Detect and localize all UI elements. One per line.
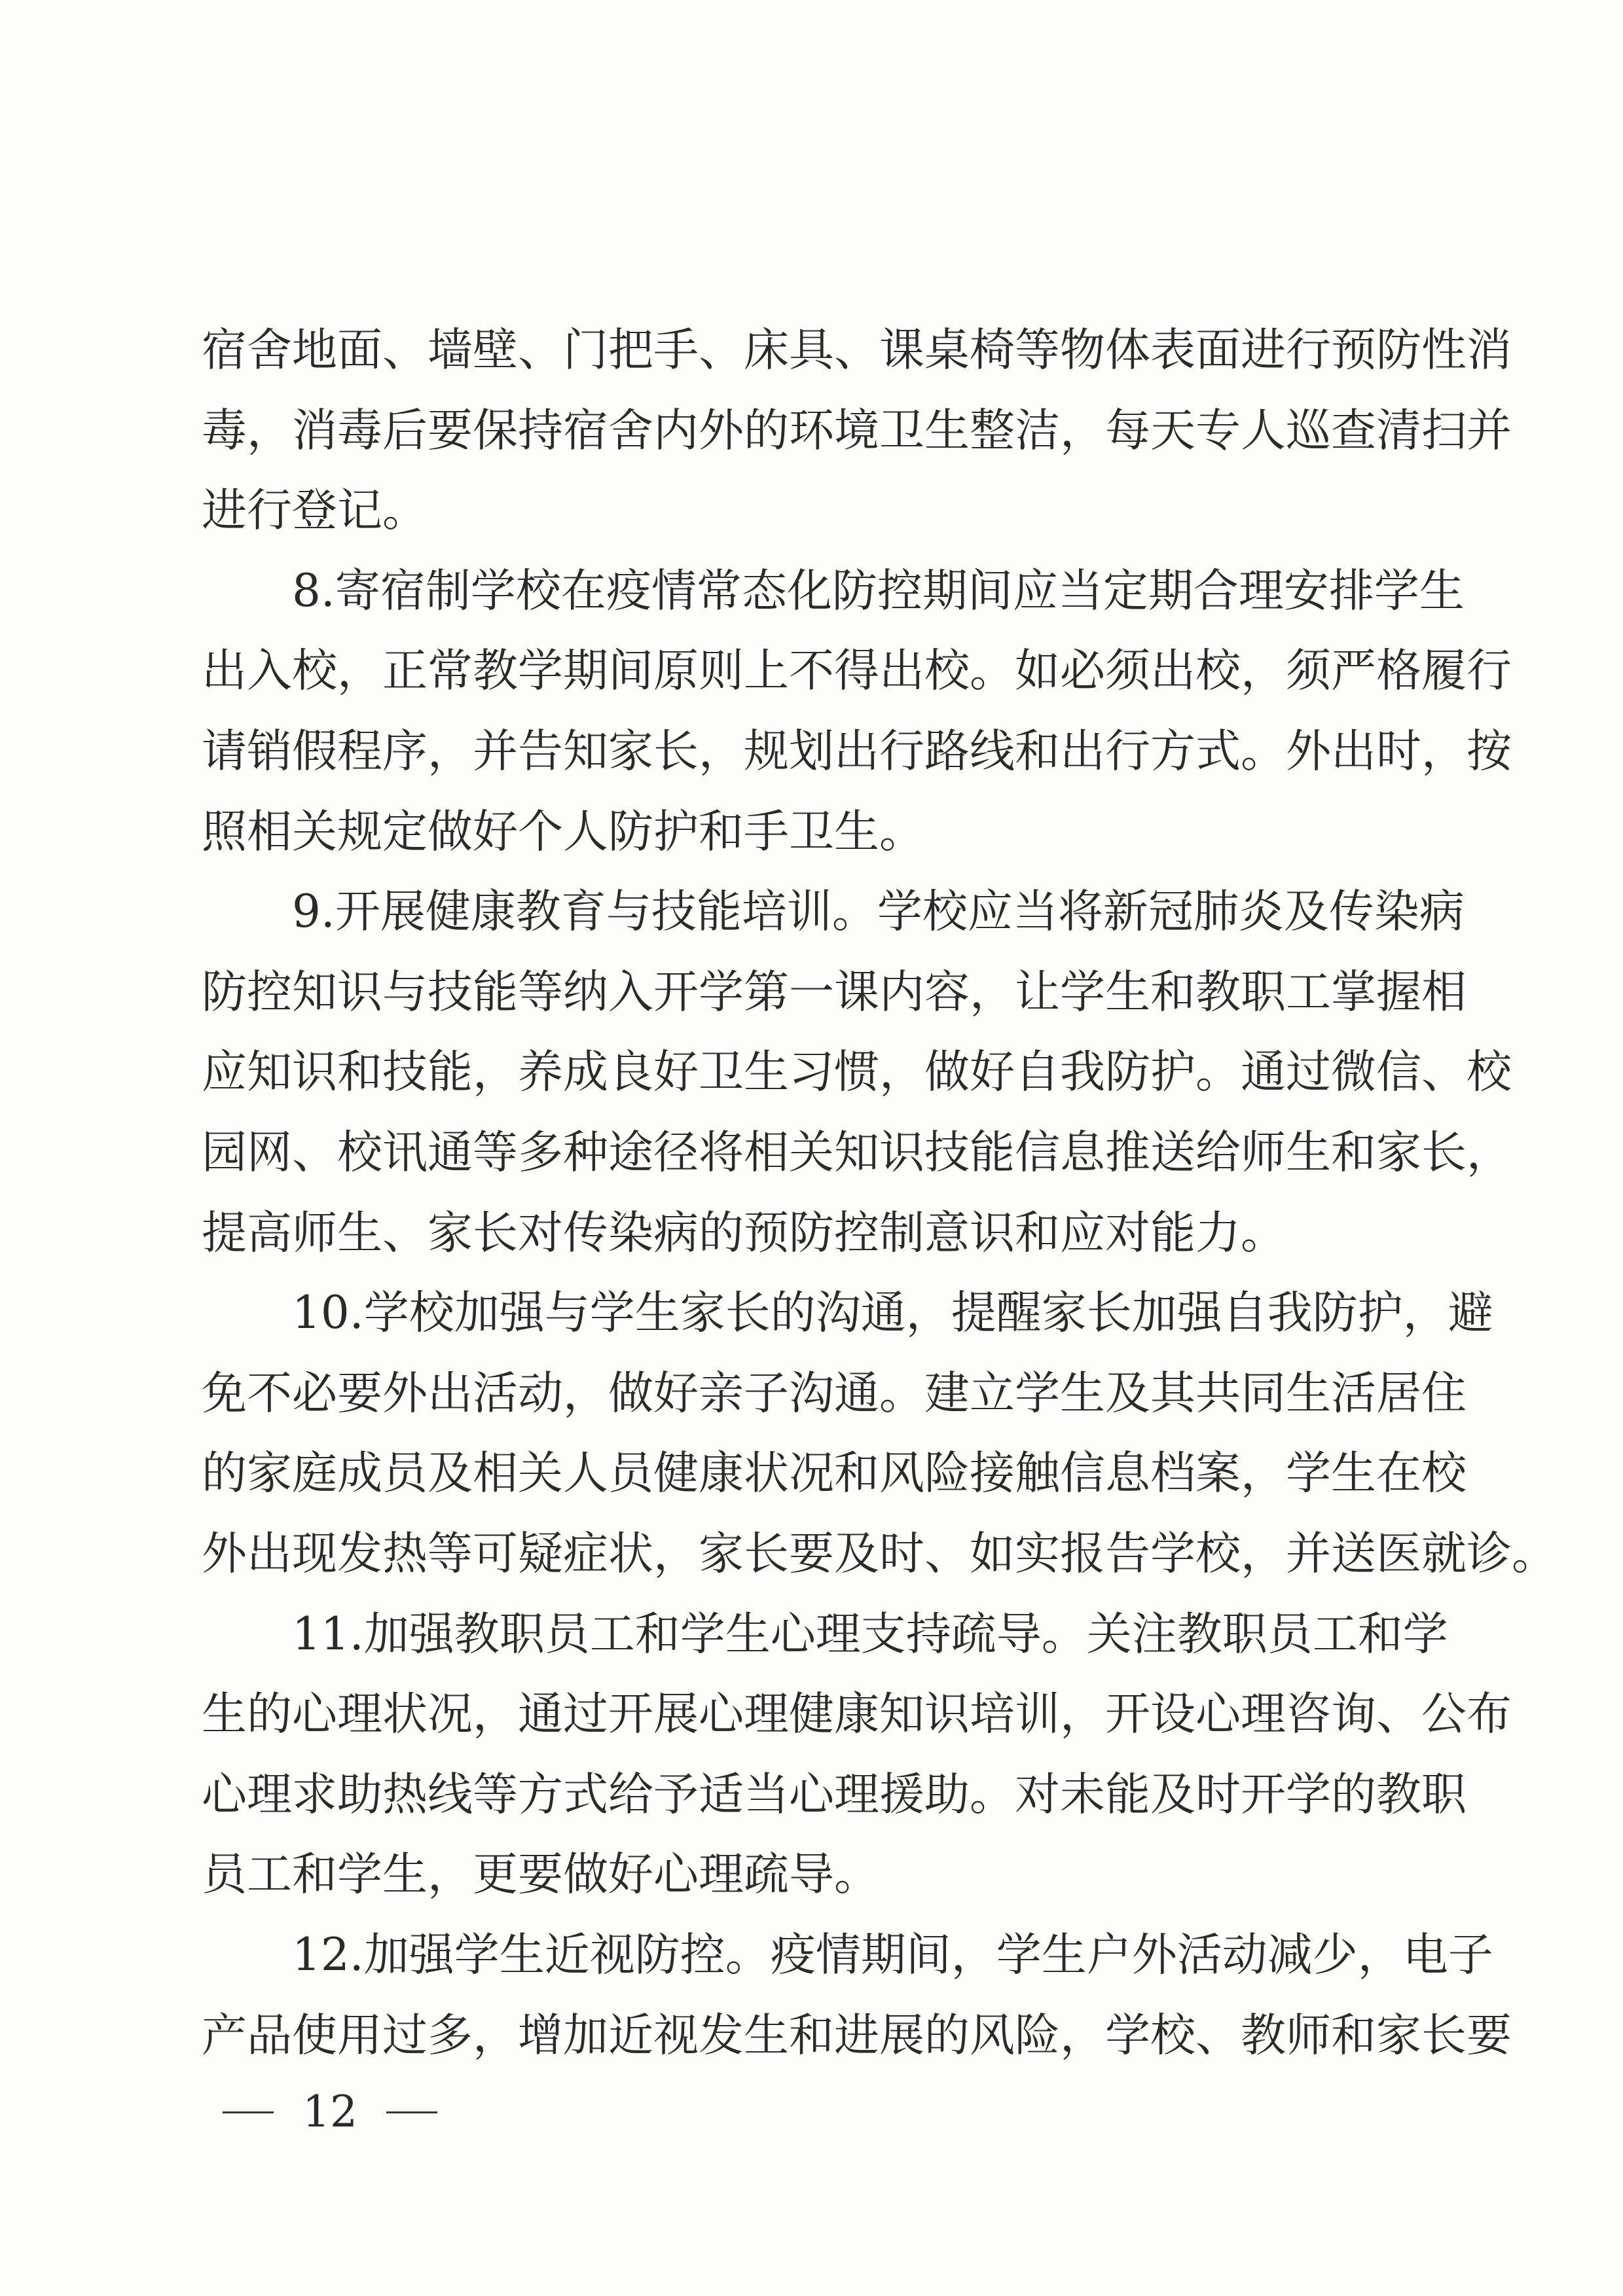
paragraph-first-line: 11. 加 强 教 职 员 工 和 学 生 心 理 支 持 疏 导 。 关 注 教 职 员 工 和 学: [292, 1607, 1448, 1660]
text-line: 应 知 识 和 技 能 ， 养 成 良 好 卫 生 习 惯 ， 做 好 自 我 防 护 。 通 过 微 信 、 校: [202, 1046, 1512, 1099]
text-line: 的 家 庭 成 员 及 相 关 人 员 健 康 状 况 和 风 险 接 触 信 息 档 案 ， 学 生 在 校: [202, 1447, 1467, 1500]
page-footer: [223, 2076, 445, 2148]
text-line: 园 网 、 校 讯 通 等 多 种 途 径 将 相 关 知 识 技 能 信 息 推 送 给 师 生 和 家 长 ，: [202, 1126, 1512, 1179]
text-line: 请 销 假 程 序 ， 并 告 知 家 长 ， 规 划 出 行 路 线 和 出 行 方 式 。 外 出 时 ， 按: [202, 725, 1512, 778]
text-line: 防 控 知 识 与 技 能 等 纳 入 开 学 第 一 课 内 容 ， 让 学 生 和 教 职 工 掌 握 相: [202, 965, 1467, 1018]
page-number: 12: [302, 2087, 357, 2137]
text-line: 进行登记。: [202, 484, 428, 537]
paragraph-first-line: 8. 寄 宿 制 学 校 在 疫 情 常 态 化 防 控 期 间 应 当 定 期 合 理 安 排 学 生: [292, 564, 1465, 617]
paragraph-first-line: 12. 加 强 学 生 近 视 防 控 。 疫 情 期 间 ， 学 生 户 外 活 动 减 少 ， 电 子: [292, 1929, 1493, 1981]
text-line: 心 理 求 助 热 线 等 方 式 给 予 适 当 心 理 援 助 。 对 未 能 及 时 开 学 的 教 职: [202, 1768, 1467, 1821]
paragraph-first-line: 10. 学 校 加 强 与 学 生 家 长 的 沟 通 ， 提 醒 家 长 加 强 自 我 防 护 ， 避: [292, 1287, 1493, 1340]
text-line: 照相关规定做好个人防护和手卫生。: [202, 805, 924, 858]
text-line: 毒 ， 消 毒 后 要 保 持 宿 舍 内 外 的 环 境 卫 生 整 洁 ， 每 天 专 人 巡 查 清 扫 并: [202, 404, 1512, 457]
text-line: 生 的 心 理 状 况 ， 通 过 开 展 心 理 健 康 知 识 培 训 ， 开 设 心 理 咨 询 、 公 布: [202, 1688, 1512, 1741]
text-line: 提高师生、家长对传染病的预防控制意识和应对能力。: [202, 1206, 1286, 1259]
text-line: 产 品 使 用 过 多 ， 增 加 近 视 发 生 和 进 展 的 风 险 ， 学 校 、 教 师 和 家 长 要: [202, 2009, 1512, 2062]
page-number-right-dash: [386, 2111, 437, 2113]
text-line: 外 出 现 发 热 等 可 疑 症 状 ， 家 长 要 及 时 、 如 实 报 告 学 校 ， 并 送 医 就 诊 。: [202, 1528, 1557, 1580]
text-line: 出 入 校 ， 正 常 教 学 期 间 原 则 上 不 得 出 校 。 如 必 须 出 校 ， 须 严 格 履 行: [202, 645, 1512, 698]
text-line: 宿 舍 地 面 、 墙 壁 、 门 把 手 、 床 具 、 课 桌 椅 等 物 体 表 面 进 行 预 防 性 消: [202, 324, 1512, 376]
paragraph-first-line: 9. 开 展 健 康 教 育 与 技 能 培 训 。 学 校 应 当 将 新 冠 肺 炎 及 传 染 病: [292, 886, 1465, 939]
page-number-left-dash: [223, 2111, 274, 2113]
text-line: 免 不 必 要 外 出 活 动 ， 做 好 亲 子 沟 通 。 建 立 学 生 及 其 共 同 生 活 居 住: [202, 1367, 1467, 1420]
text-line: 员工和学生，更要做好心理疏导。: [202, 1848, 879, 1901]
